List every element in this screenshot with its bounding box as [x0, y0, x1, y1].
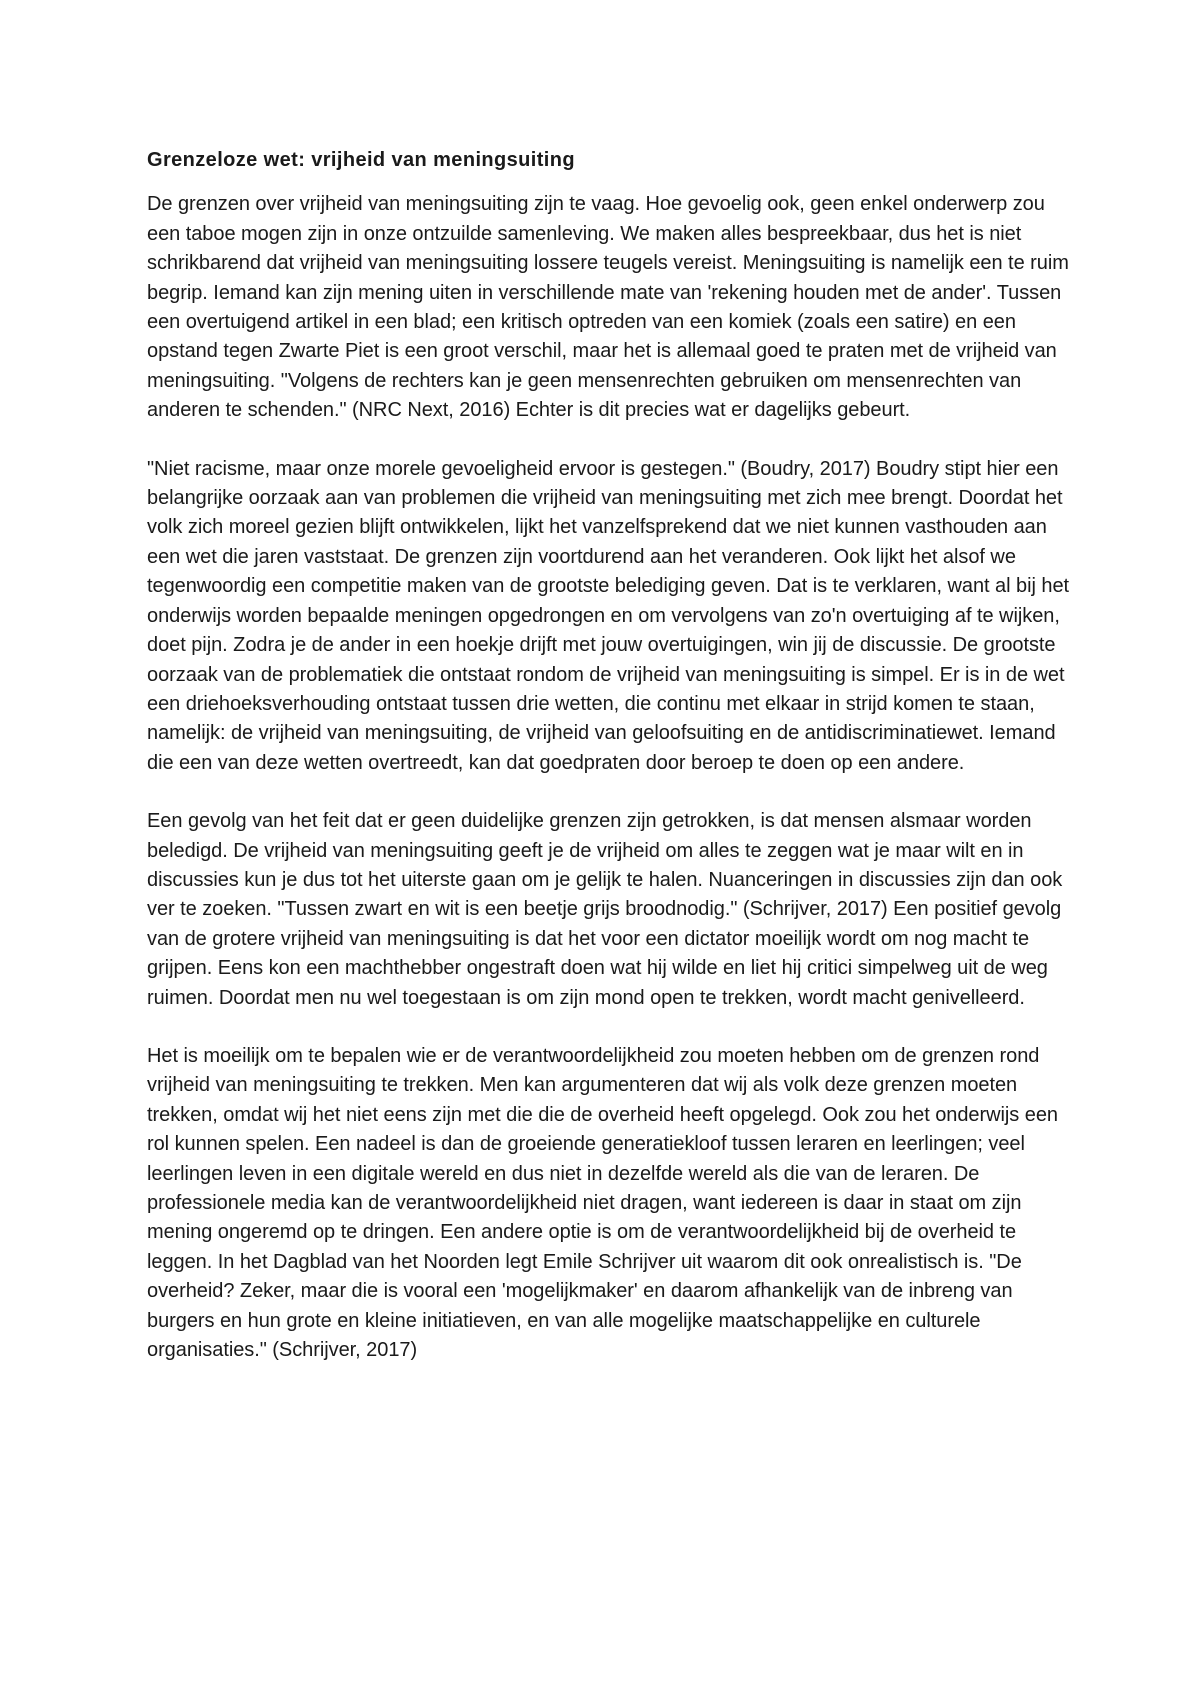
paragraph-1: De grenzen over vrijheid van meningsuiting zijn te vaag. Hoe gevoelig ook, geen enkel onderwerp zou een taboe mogen zijn in onze ontzuilde samenleving. We maken alles bespreekbaar, dus het is niet schrikbarend dat vrijheid van meningsuiting lossere teugels vereist. Meningsuiting is namelijk een te ruim begrip. Iemand kan zijn mening uiten in verschillende mate van 'rekening houden met de ander'. Tussen een overtuigend artikel in een blad; een kritisch optreden van een komiek (zoals een satire) en een opstand tegen Zwarte Piet is een groot verschil, maar het is allemaal goed te praten met de vrijheid van meningsuiting. "Volgens de rechters kan je geen mensenrechten gebruiken om mensenrechten van anderen te schenden." (NRC Next, 2016) Echter is dit precies wat er dagelijks gebeurt.: [147, 193, 1069, 422]
paragraph-4: Het is moeilijk om te bepalen wie er de verantwoordelijkheid zou moeten hebben om de grenzen rond vrijheid van meningsuiting te trekken. Men kan argumenteren dat wij als volk deze grenzen moeten trekken, omdat wij het niet eens zijn met die die de overheid heeft opgelegd. Ook zou het onderwijs een rol kunnen spelen. Een nadeel is dan de groeiende generatiekloof tussen leraren en leerlingen; veel leerlingen leven in een digitale wereld en dus niet in dezelfde wereld als die van de leraren. De professionele media kan de verantwoordelijkheid niet dragen, want iedereen is daar in staat om zijn mening ongeremd op te dringen. Een andere optie is om de verantwoordelijkheid bij de overheid te leggen. In het Dagblad van het Noorden legt Emile Schrijver uit waarom dit ook onrealistisch is. "De overheid? Zeker, maar die is vooral een 'mogelijkmaker' en daarom afhankelijk van de inbreng van burgers en hun grote en kleine initiatieven, en van alle mogelijke maatschappelijke en culturele organisaties." (Schrijver, 2017): [147, 1044, 1058, 1362]
document-body: [147, 146, 1077, 1394]
paragraph-3: Een gevolg van het feit dat er geen duidelijke grenzen zijn getrokken, is dat mensen alsmaar worden beledigd. De vrijheid van meningsuiting geeft je de vrijheid om alles te zeggen wat je maar wilt en in discussies kun je dus tot het uiterste gaan om je gelijk te halen. Nuanceringen in discussies zijn dan ook ver te zoeken. "Tussen zwart en wit is een beetje grijs broodnodig." (Schrijver, 2017) Een positief gevolg van de grotere vrijheid van meningsuiting is dat het voor een dictator moeilijk wordt om nog macht te grijpen. Eens kon een machthebber ongestraft doen wat hij wilde en liet hij critici simpelweg uit de weg ruimen. Doordat men nu wel toegestaan is om zijn mond open te trekken, wordt macht genivelleerd.: [147, 810, 1063, 1009]
document-title: Grenzeloze wet: vrijheid van meningsuiting: [147, 149, 575, 171]
paragraph-2: "Niet racisme, maar onze morele gevoeligheid ervoor is gestegen." (Boudry, 2017) Boudry stipt hier een belangrijke oorzaak aan van problemen die vrijheid van meningsuiting met zich mee brengt. Doordat het volk zich moreel gezien blijft ontwikkelen, lijkt het vanzelfsprekend dat we niet kunnen vasthouden aan een wet die jaren vaststaat. De grenzen zijn voortdurend aan het veranderen. Ook lijkt het alsof we tegenwoordig een competitie maken van de grootste belediging geven. Dat is te verklaren, want al bij het onderwijs worden bepaalde meningen opgedrongen en om vervolgens van zo'n overtuiging af te wijken, doet pijn. Zodra je de ander in een hoekje drijft met jouw overtuigingen, win jij de discussie. De grootste oorzaak van de problematiek die ontstaat rondom de vrijheid van meningsuiting is simpel. Er is in de wet een driehoeksverhouding ontstaat tussen drie wetten, die continu met elkaar in strijd komen te staan, namelijk: de vrijheid van meningsuiting, de vrijheid van geloofsuiting en de antidiscriminatiewet. Iemand die een van deze wetten overtreedt, kan dat goedpraten door beroep te doen op een andere.: [147, 457, 1070, 774]
